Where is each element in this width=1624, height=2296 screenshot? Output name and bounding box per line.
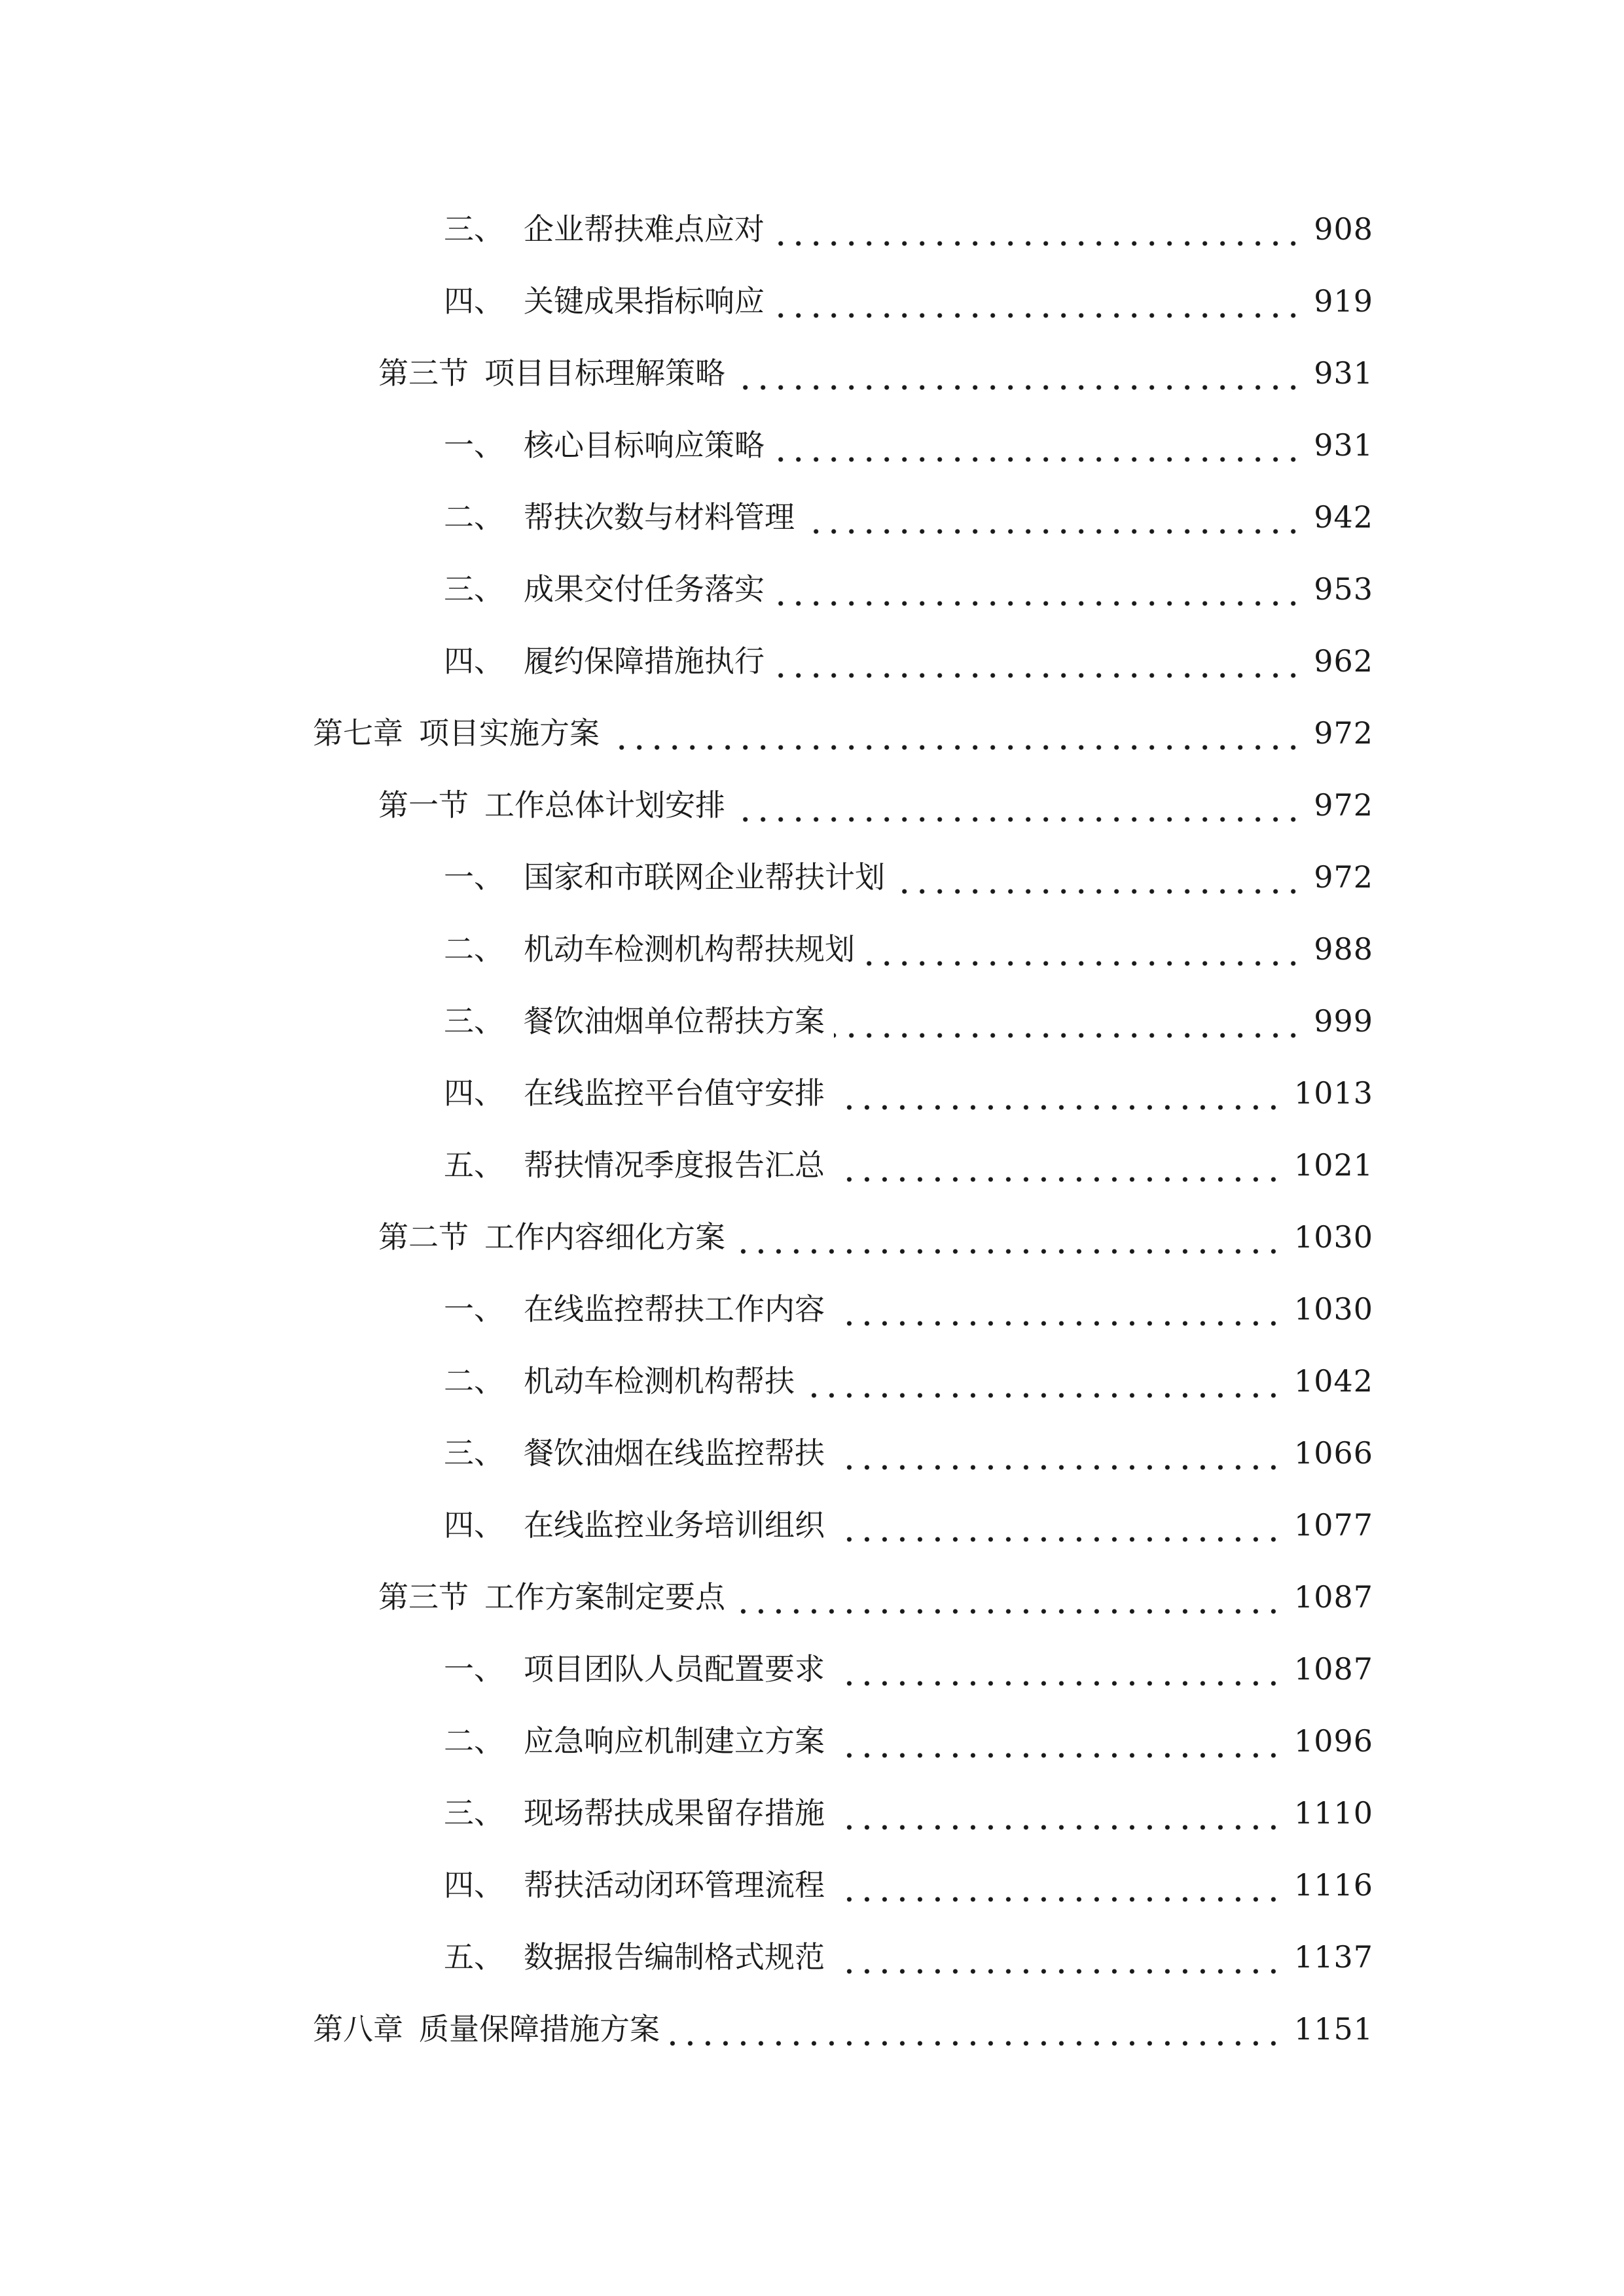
- toc-entry-number: 第七章: [313, 715, 403, 751]
- toc-entry-number: 四、: [444, 1867, 504, 1903]
- toc-entry-number: 二、: [444, 931, 504, 967]
- toc-entry[interactable]: [378, 1571, 1373, 1623]
- dot-leader: [734, 347, 1302, 399]
- toc-entry-page: 1151: [1293, 2011, 1373, 2047]
- dot-leader: [669, 2003, 1282, 2055]
- dot-leader: [834, 1643, 1282, 1695]
- toc-entry[interactable]: [444, 923, 1373, 975]
- toc-entry-title: 机动车检测机构帮扶: [524, 1363, 795, 1399]
- toc-entry-title: 现场帮扶成果留存措施: [524, 1795, 825, 1831]
- toc-entry-number: 三、: [444, 1435, 504, 1471]
- toc-entry[interactable]: [444, 1427, 1373, 1479]
- toc-entry-title: 数据报告编制格式规范: [524, 1939, 825, 1975]
- toc-entry-page: 1030: [1293, 1219, 1373, 1255]
- toc-entry-title: 在线监控平台值守安排: [524, 1075, 825, 1111]
- toc-entry[interactable]: [444, 1643, 1373, 1695]
- toc-entry-page: 999: [1314, 1003, 1373, 1039]
- toc-entry-title: 工作方案制定要点: [484, 1579, 725, 1615]
- toc-entry[interactable]: [444, 1859, 1373, 1911]
- toc-entry-title: 项目目标理解策略: [484, 355, 725, 391]
- toc-entry-page: 1077: [1293, 1507, 1373, 1543]
- toc-entry-page: 1137: [1293, 1939, 1373, 1975]
- toc-entry-title: 餐饮油烟在线监控帮扶: [524, 1435, 825, 1471]
- dot-leader: [734, 779, 1302, 831]
- toc-entry-title: 履约保障措施执行: [524, 643, 765, 679]
- toc-entry-page: 1110: [1293, 1795, 1373, 1831]
- dot-leader: [834, 1427, 1282, 1479]
- toc-entry-title: 应急响应机制建立方案: [524, 1723, 825, 1759]
- toc-entry-title: 机动车检测机构帮扶规划: [524, 931, 855, 967]
- toc-entry-number: 二、: [444, 499, 504, 535]
- toc-entry-page: 919: [1314, 283, 1373, 319]
- dot-leader: [774, 275, 1302, 327]
- dot-leader: [834, 1859, 1282, 1911]
- toc-entry[interactable]: [444, 275, 1373, 327]
- toc-entry[interactable]: [444, 1283, 1373, 1335]
- toc-entry-number: 四、: [444, 283, 504, 319]
- toc-entry-title: 项目实施方案: [419, 715, 600, 751]
- toc-entry-title: 帮扶活动闭环管理流程: [524, 1867, 825, 1903]
- toc-entry-page: 962: [1314, 643, 1373, 679]
- dot-leader: [834, 1139, 1282, 1191]
- toc-entry[interactable]: [444, 1787, 1373, 1839]
- toc-entry-page: 931: [1314, 355, 1373, 391]
- toc-entry[interactable]: [444, 1067, 1373, 1119]
- dot-leader: [864, 923, 1302, 975]
- toc-entry[interactable]: [444, 1499, 1373, 1551]
- toc-entry-page: 942: [1314, 499, 1373, 535]
- toc-entry-number: 第一节: [378, 787, 469, 823]
- toc-entry-title: 成果交付任务落实: [524, 571, 765, 607]
- toc-entry-page: 1087: [1293, 1651, 1373, 1687]
- toc-entry-page: 972: [1314, 715, 1373, 751]
- dot-leader: [834, 1715, 1282, 1767]
- toc-entry[interactable]: [444, 1355, 1373, 1407]
- toc-entry-number: 三、: [444, 211, 504, 247]
- toc-entry-page: 1021: [1293, 1147, 1373, 1183]
- toc-entry[interactable]: [313, 2003, 1373, 2055]
- toc-entry[interactable]: [444, 635, 1373, 687]
- toc-entry[interactable]: [378, 347, 1373, 399]
- toc-entry-page: 988: [1314, 931, 1373, 967]
- toc-entry-page: 931: [1314, 427, 1373, 463]
- toc-entry-number: 三、: [444, 571, 504, 607]
- toc-entry-number: 二、: [444, 1363, 504, 1399]
- toc-entry-number: 五、: [444, 1939, 504, 1975]
- toc-entry[interactable]: [444, 563, 1373, 615]
- dot-leader: [834, 1931, 1282, 1983]
- toc-entry[interactable]: [313, 707, 1373, 759]
- toc-entry[interactable]: [444, 491, 1373, 543]
- toc-entry[interactable]: [444, 851, 1373, 903]
- dot-leader: [774, 203, 1302, 255]
- toc-entry-number: 五、: [444, 1147, 504, 1183]
- toc-entry-number: 一、: [444, 427, 504, 463]
- toc-entry-number: 第二节: [378, 1219, 469, 1255]
- toc-entry-title: 企业帮扶难点应对: [524, 211, 765, 247]
- toc-entry-page: 972: [1314, 787, 1373, 823]
- dot-leader: [834, 1499, 1282, 1551]
- toc-entry[interactable]: [444, 995, 1373, 1047]
- toc-entry-title: 核心目标响应策略: [524, 427, 765, 463]
- toc-entry-title: 工作内容细化方案: [484, 1219, 725, 1255]
- toc-entry-number: 一、: [444, 1291, 504, 1327]
- toc-entry-number: 第八章: [313, 2011, 403, 2047]
- toc-entry[interactable]: [444, 419, 1373, 471]
- toc-entry-page: 1096: [1293, 1723, 1373, 1759]
- toc-entry-number: 四、: [444, 643, 504, 679]
- toc-entry-page: 972: [1314, 859, 1373, 895]
- toc-entry-title: 在线监控帮扶工作内容: [524, 1291, 825, 1327]
- toc-entry-page: 953: [1314, 571, 1373, 607]
- toc-entry[interactable]: [444, 203, 1373, 255]
- dot-leader: [834, 1787, 1282, 1839]
- toc-entry[interactable]: [444, 1139, 1373, 1191]
- toc-entry-number: 一、: [444, 859, 504, 895]
- toc-entry-number: 第三节: [378, 1579, 469, 1615]
- toc-entry-title: 质量保障措施方案: [419, 2011, 660, 2047]
- dot-leader: [774, 635, 1302, 687]
- toc-entry[interactable]: [378, 1211, 1373, 1263]
- dot-leader: [804, 491, 1302, 543]
- toc-entry[interactable]: [378, 779, 1373, 831]
- toc-entry-number: 二、: [444, 1723, 504, 1759]
- dot-leader: [804, 1355, 1282, 1407]
- dot-leader: [734, 1211, 1282, 1263]
- toc-entry-title: 关键成果指标响应: [524, 283, 765, 319]
- toc-entry-number: 四、: [444, 1507, 504, 1543]
- toc-entry-page: 1087: [1293, 1579, 1373, 1615]
- toc-entry-page: 1066: [1293, 1435, 1373, 1471]
- dot-leader: [609, 707, 1302, 759]
- toc-entry-title: 工作总体计划安排: [484, 787, 725, 823]
- toc-entry-title: 餐饮油烟单位帮扶方案: [524, 1003, 825, 1039]
- dot-leader: [834, 1283, 1282, 1335]
- toc-entry-page: 1013: [1293, 1075, 1373, 1111]
- dot-leader: [834, 1067, 1282, 1119]
- toc-entry-title: 在线监控业务培训组织: [524, 1507, 825, 1543]
- dot-leader: [834, 995, 1302, 1047]
- toc-entry-title: 帮扶次数与材料管理: [524, 499, 795, 535]
- toc-entry-page: 1116: [1293, 1867, 1373, 1903]
- toc-entry-page: 1042: [1293, 1363, 1373, 1399]
- toc-entry-title: 帮扶情况季度报告汇总: [524, 1147, 825, 1183]
- toc-entry-number: 第三节: [378, 355, 469, 391]
- toc-entry-title: 项目团队人员配置要求: [524, 1651, 825, 1687]
- toc-entry-title: 国家和市联网企业帮扶计划: [524, 859, 885, 895]
- toc-entry[interactable]: [444, 1931, 1373, 1983]
- toc-entry-page: 908: [1314, 211, 1373, 247]
- toc-entry-number: 三、: [444, 1795, 504, 1831]
- toc-entry-number: 四、: [444, 1075, 504, 1111]
- dot-leader: [734, 1571, 1282, 1623]
- dot-leader: [774, 419, 1302, 471]
- toc-entry-page: 1030: [1293, 1291, 1373, 1327]
- dot-leader: [894, 851, 1302, 903]
- toc-entry-number: 三、: [444, 1003, 504, 1039]
- toc-entry[interactable]: [444, 1715, 1373, 1767]
- dot-leader: [774, 563, 1302, 615]
- toc-entry-number: 一、: [444, 1651, 504, 1687]
